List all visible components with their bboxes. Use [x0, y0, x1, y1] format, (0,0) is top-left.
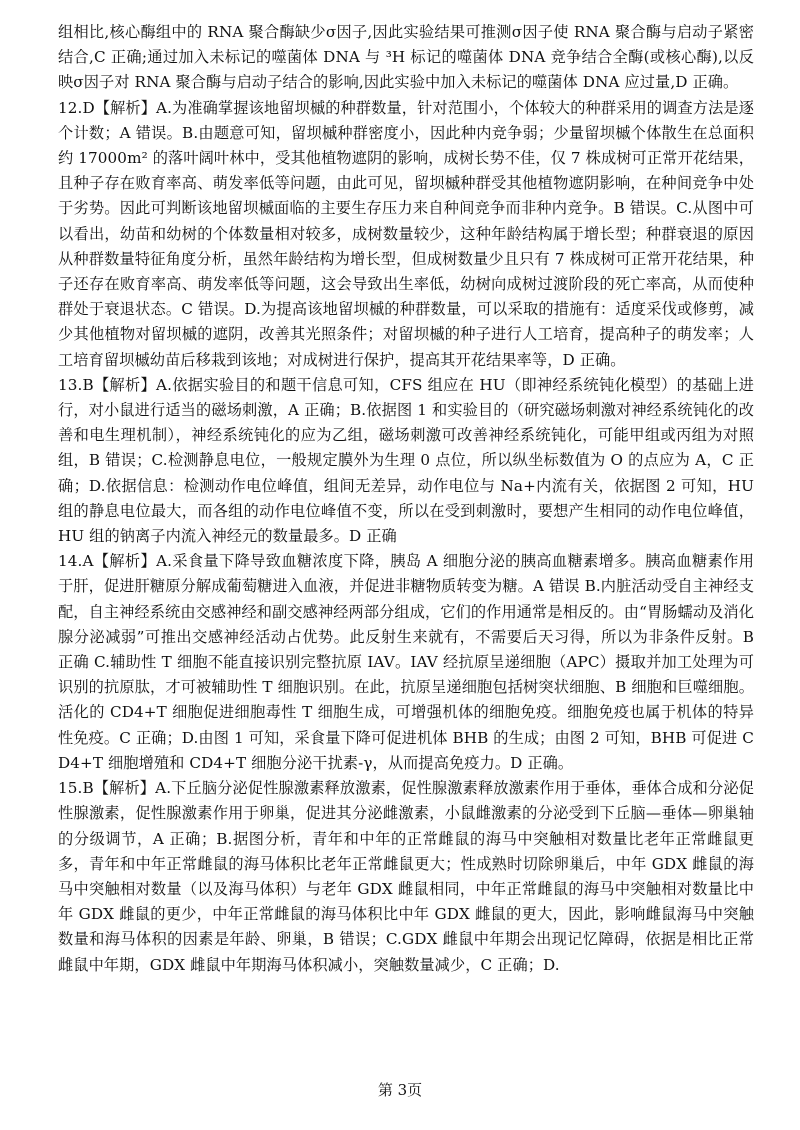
paragraph-q12-explanation: 12.D【解析】A.为准确掌握该地留坝槭的种群数量，针对范围小，个体较大的种群采用的调查方法是逐个计数；A 错误。B.由题意可知，留坝槭种群密度小，因此种内竞争弱；少量留坝槭个体散生在总面积约 17000m² 的落叶阔叶林中，受其他植物遮阴的影响，成树长势不佳，仅 7 株成树可正常开花结果，且种子存在败育率高、萌发率低等问题，由此可见，留坝槭种群受其他植物遮阴影响，在种间竞争中处于劣势。因此可判断该地留坝槭面临的主要生存压力来自种间竞争而非种内竞争。B 错误。C.从图中可以看出，幼苗和幼树的个体数量相对较多，成树数量较少，这种年龄结构属于增长型；种群衰退的原因从种群数量特征角度分析，虽然年龄结构为增长型，但成树数量少且只有 7 株成树可正常开花结果，种子还存在败育率高、萌发率低等问题，这会导致出生率低，幼树向成树过渡阶段的死亡率高，从而使种群处于衰退状态。C 错误。D.为提高该地留坝槭的种群数量，可以采取的措施有：适度采伐或修剪，减少其他植物对留坝槭的遮阴，改善其光照条件；对留坝槭的种子进行人工培育，提高种子的萌发率；人工培育留坝槭幼苗后移栽到该地；对成树进行保护，提高其开花结果率等，D 正确。 [58, 98, 754, 369]
paragraph-q14-explanation: 14.A【解析】A.采食量下降导致血糖浓度下降，胰岛 A 细胞分泌的胰高血糖素增多。胰高血糖素作用于肝，促进肝糖原分解成葡萄糖进入血液，并促进非糖物质转变为糖。A 错误 B.内脏活动受自主神经支配，自主神经系统由交感神经和副交感神经两部分组成，它们的作用通常是相反的。由“胃肠蠕动及消化腺分泌减弱”可推出交感神经活动占优势。此反射生来就有，不需要后天习得，所以为非条件反射。B 正确 C.辅助性 T 细胞不能直接识别完整抗原 IAV。IAV 经抗原呈递细胞（APC）摄取并加工处理为可识别的抗原肽，才可被辅助性 T 细胞识别。在此，抗原呈递细胞包括树突状细胞、B 细胞和巨噬细胞。活化的 CD4+T 细胞促进细胞毒性 T 细胞生成，可增强机体的细胞免疫。细胞免疫也属于机体的特异性免疫。C 正确；D.由图 1 可知，采食量下降可促进机体 BHB 的生成；由图 2 可知，BHB 可促进 CD4+T 细胞增殖和 CD4+T 细胞分泌干扰素-γ，从而提高免疫力。D 正确。 [58, 552, 754, 772]
page-number: 第 3页 [377, 1081, 423, 1099]
paragraph-q13-explanation: 13.B【解析】A.依据实验目的和题干信息可知，CFS 组应在 HU（即神经系统钝化模型）的基础上进行，对小鼠进行适当的磁场刺激，A 正确；B.依据图 1 和实验目的（研究磁场刺激对神经系统钝化的改善和电生理机制），神经系统钝化的应为乙组，磁场刺激可改善神经系统钝化，可能甲组或丙组为对照组，B 错误；C.检测静息电位，一般规定膜外为生理 0 点位，所以纵坐标数值为 O 的点应为 A，C 正确；D.依据信息：检测动作电位峰值，组间无差异，动作电位与 Na+内流有关，依据图 2 可知，HU 组的静息电位最大，而各组的动作电位峰值不变，所以在受到刺激时，要想产生相同的动作电位峰值，HU 组的钠离子内流入神经元的数量最多。D 正确 [58, 375, 754, 546]
answer-page [58, 20, 754, 978]
paragraph-q11-continuation: 组相比,核心酶组中的 RNA 聚合酶缺少σ因子,因此实验结果可推测σ因子使 RNA 聚合酶与启动子紧密结合,C 正确;通过加入未标记的噬菌体 DNA 与 ³H 标记的噬菌体 DNA 竞争结合全酶(或核心酶),以反映σ因子对 RNA 聚合酶与启动子结合的影响,因此实验中加入未标记的噬菌体 DNA 应过量,D 正确。 [58, 23, 754, 92]
paragraph-q15-explanation: 15.B【解析】A.下丘脑分泌促性腺激素释放激素，促性腺激素释放激素作用于垂体，垂体合成和分泌促性腺激素，促性腺激素作用于卵巢，促进其分泌雌激素，小鼠雌激素的分泌受到下丘脑—垂体—卵巢轴的分级调节，A 正确；B.据图分析，青年和中年的正常雌鼠的海马中突触相对数量比老年正常雌鼠更多，青年和中年正常雌鼠的海马体积比老年正常雌鼠更大；性成熟时切除卵巢后，中年 GDX 雌鼠的海马中突触相对数量（以及海马体积）与老年 GDX 雌鼠相同，中年正常雌鼠的海马中突触相对数量比中年 GDX 雌鼠的更少，中年正常雌鼠的海马体积比中年 GDX 雌鼠的更大，因此，影响雌鼠海马中突触数量和海马体积的因素是年龄、卵巢，B 错误；C.GDX 雌鼠中年期会出现记忆障碍，依据是相比正常雌鼠中年期，GDX 雌鼠中年期海马体积减小，突触数量减少，C 正确；D. [58, 779, 754, 974]
